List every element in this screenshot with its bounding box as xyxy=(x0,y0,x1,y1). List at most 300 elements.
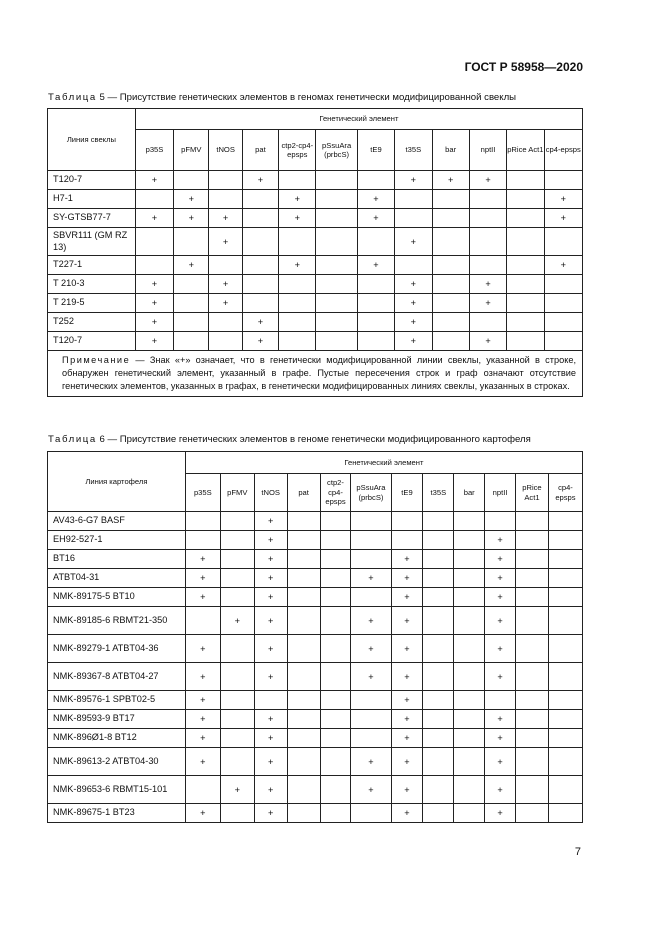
table6-caption-word: Таблица xyxy=(48,434,97,445)
presence-mark-cell xyxy=(351,512,391,531)
table-row xyxy=(48,748,583,776)
presence-mark-cell xyxy=(209,171,242,190)
presence-mark-cell xyxy=(423,569,454,588)
presence-mark-cell xyxy=(220,588,254,607)
presence-mark-cell: + xyxy=(395,171,432,190)
presence-mark-cell: + xyxy=(185,569,220,588)
presence-mark-cell xyxy=(548,607,582,635)
line-name-cell: SBVR111 (GM RZ 13) xyxy=(48,228,136,256)
presence-mark-cell xyxy=(423,531,454,550)
column-header: tE9 xyxy=(357,130,394,171)
column-header: tNOS xyxy=(209,130,242,171)
presence-mark-cell: + xyxy=(391,748,423,776)
presence-mark-cell xyxy=(507,332,544,351)
presence-mark-cell xyxy=(548,804,582,823)
presence-mark-cell: + xyxy=(391,729,423,748)
presence-mark-cell xyxy=(469,228,506,256)
note-label: Примечание xyxy=(62,355,131,365)
presence-mark-cell xyxy=(507,294,544,313)
presence-mark-cell xyxy=(454,691,485,710)
presence-mark-cell: + xyxy=(544,209,582,228)
presence-mark-cell xyxy=(279,275,316,294)
table6-caption xyxy=(48,434,531,445)
presence-mark-cell xyxy=(209,190,242,209)
presence-mark-cell xyxy=(209,313,242,332)
presence-mark-cell: + xyxy=(485,607,516,635)
presence-mark-cell: + xyxy=(174,190,209,209)
presence-mark-cell xyxy=(316,256,357,275)
table5-caption xyxy=(48,92,516,103)
presence-mark-cell xyxy=(357,228,394,256)
presence-mark-cell: + xyxy=(279,256,316,275)
presence-mark-cell: + xyxy=(351,635,391,663)
presence-mark-cell xyxy=(185,607,220,635)
presence-mark-cell xyxy=(316,294,357,313)
presence-mark-cell: + xyxy=(209,209,242,228)
presence-mark-cell xyxy=(242,256,278,275)
presence-mark-cell xyxy=(548,710,582,729)
presence-mark-cell: + xyxy=(391,691,423,710)
presence-mark-cell xyxy=(320,588,351,607)
presence-mark-cell xyxy=(395,190,432,209)
presence-mark-cell: + xyxy=(254,569,287,588)
presence-mark-cell xyxy=(316,190,357,209)
presence-mark-cell xyxy=(544,313,582,332)
column-header: ctp2-cp4-epsps xyxy=(279,130,316,171)
presence-mark-cell xyxy=(320,512,351,531)
presence-mark-cell: + xyxy=(391,569,423,588)
table-row xyxy=(48,804,583,823)
presence-mark-cell xyxy=(220,512,254,531)
presence-mark-cell: + xyxy=(469,294,506,313)
presence-mark-cell: + xyxy=(185,663,220,691)
presence-mark-cell xyxy=(548,512,582,531)
line-name-cell: NMK-89175-5 BT10 xyxy=(48,588,186,607)
presence-mark-cell: + xyxy=(254,804,287,823)
presence-mark-cell xyxy=(516,607,549,635)
presence-mark-cell xyxy=(454,569,485,588)
presence-mark-cell xyxy=(454,748,485,776)
presence-mark-cell xyxy=(287,691,320,710)
line-name-cell: NMK-89593-9 BT17 xyxy=(48,710,186,729)
table-row xyxy=(48,710,583,729)
column-header: bar xyxy=(454,474,485,512)
presence-mark-cell xyxy=(220,748,254,776)
presence-mark-cell xyxy=(432,256,469,275)
presence-mark-cell: + xyxy=(135,171,173,190)
presence-mark-cell: + xyxy=(485,729,516,748)
presence-mark-cell: + xyxy=(220,776,254,804)
presence-mark-cell: + xyxy=(485,710,516,729)
presence-mark-cell xyxy=(351,729,391,748)
table-row xyxy=(48,512,583,531)
presence-mark-cell: + xyxy=(351,569,391,588)
presence-mark-cell xyxy=(548,748,582,776)
presence-mark-cell xyxy=(174,313,209,332)
presence-mark-cell xyxy=(174,294,209,313)
presence-mark-cell xyxy=(135,228,173,256)
presence-mark-cell xyxy=(423,804,454,823)
presence-mark-cell xyxy=(423,550,454,569)
presence-mark-cell: + xyxy=(279,209,316,228)
presence-mark-cell: + xyxy=(209,275,242,294)
table-row xyxy=(48,569,583,588)
line-name-cell: NMK-89576-1 SPBT02-5 xyxy=(48,691,186,710)
presence-mark-cell xyxy=(516,512,549,531)
presence-mark-cell xyxy=(485,512,516,531)
presence-mark-cell: + xyxy=(135,332,173,351)
presence-mark-cell: + xyxy=(254,748,287,776)
column-header: pFMV xyxy=(174,130,209,171)
presence-mark-cell xyxy=(548,776,582,804)
presence-mark-cell: + xyxy=(135,313,173,332)
presence-mark-cell xyxy=(351,531,391,550)
presence-mark-cell: + xyxy=(220,607,254,635)
presence-mark-cell xyxy=(395,209,432,228)
presence-mark-cell xyxy=(185,512,220,531)
presence-mark-cell xyxy=(220,710,254,729)
presence-mark-cell: + xyxy=(469,275,506,294)
presence-mark-cell xyxy=(548,550,582,569)
presence-mark-cell: + xyxy=(351,663,391,691)
presence-mark-cell xyxy=(391,512,423,531)
presence-mark-cell xyxy=(454,550,485,569)
column-header: nptII xyxy=(469,130,506,171)
presence-mark-cell xyxy=(351,710,391,729)
presence-mark-cell xyxy=(220,804,254,823)
presence-mark-cell xyxy=(320,663,351,691)
presence-mark-cell xyxy=(135,256,173,275)
table-row xyxy=(48,663,583,691)
presence-mark-cell: + xyxy=(185,710,220,729)
presence-mark-cell xyxy=(516,748,549,776)
presence-mark-cell: + xyxy=(485,748,516,776)
presence-mark-cell: + xyxy=(395,275,432,294)
presence-mark-cell: + xyxy=(395,332,432,351)
presence-mark-cell xyxy=(423,691,454,710)
presence-mark-cell: + xyxy=(391,663,423,691)
presence-mark-cell: + xyxy=(544,256,582,275)
line-name-cell: NMK-89613-2 ATBT04-30 xyxy=(48,748,186,776)
table-row xyxy=(48,635,583,663)
presence-mark-cell xyxy=(454,588,485,607)
presence-mark-cell xyxy=(316,209,357,228)
presence-mark-cell xyxy=(423,729,454,748)
presence-mark-cell: + xyxy=(395,313,432,332)
presence-mark-cell xyxy=(135,190,173,209)
presence-mark-cell xyxy=(454,607,485,635)
presence-mark-cell xyxy=(320,729,351,748)
line-name-cell: T227-1 xyxy=(48,256,136,275)
table-row xyxy=(48,275,583,294)
presence-mark-cell xyxy=(454,729,485,748)
column-header: pat xyxy=(287,474,320,512)
table5-caption-text: 5 — Присутствие генетических элементов в геномах генетически модифицированной свеклы xyxy=(99,92,517,103)
presence-mark-cell xyxy=(209,332,242,351)
line-name-cell: T120-7 xyxy=(48,332,136,351)
line-name-cell: H7-1 xyxy=(48,190,136,209)
presence-mark-cell xyxy=(351,804,391,823)
line-name-cell: EH92-527-1 xyxy=(48,531,186,550)
note-text: — Знак «+» означает, что в генетически модифицированной линии свеклы, указанной в строке, обнаружен генетический элемент, указанный в графе. Пустые пересечения строк и граф означают отсутствие генетических элементов, указанных в графах, в генетически модифицированных линиях свеклы, указанных в строках. xyxy=(62,355,576,392)
presence-mark-cell xyxy=(287,776,320,804)
table5-beet-lines xyxy=(47,108,583,397)
presence-mark-cell xyxy=(220,635,254,663)
presence-mark-cell: + xyxy=(254,663,287,691)
presence-mark-cell xyxy=(174,228,209,256)
presence-mark-cell: + xyxy=(135,294,173,313)
table-row xyxy=(48,550,583,569)
presence-mark-cell xyxy=(423,748,454,776)
line-name-cell: NMK-89675-1 BT23 xyxy=(48,804,186,823)
table-row xyxy=(48,729,583,748)
presence-mark-cell xyxy=(279,294,316,313)
presence-mark-cell: + xyxy=(357,256,394,275)
presence-mark-cell xyxy=(287,550,320,569)
line-name-cell: T120-7 xyxy=(48,171,136,190)
presence-mark-cell: + xyxy=(391,776,423,804)
column-header: pRice Act1 xyxy=(516,474,549,512)
presence-mark-cell xyxy=(279,228,316,256)
presence-mark-cell xyxy=(254,691,287,710)
presence-mark-cell xyxy=(548,588,582,607)
presence-mark-cell: + xyxy=(185,729,220,748)
presence-mark-cell xyxy=(454,531,485,550)
table-row xyxy=(48,607,583,635)
presence-mark-cell xyxy=(423,607,454,635)
presence-mark-cell: + xyxy=(254,531,287,550)
presence-mark-cell: + xyxy=(395,228,432,256)
presence-mark-cell xyxy=(516,804,549,823)
column-header: pSsuAra (prbcS) xyxy=(351,474,391,512)
genetic-element-group-header: Генетический элемент xyxy=(135,109,582,130)
table-row xyxy=(48,294,583,313)
presence-mark-cell: + xyxy=(242,332,278,351)
line-column-header: Линия свеклы xyxy=(48,109,136,171)
line-name-cell: NMK-89653-6 RBMT15-101 xyxy=(48,776,186,804)
presence-mark-cell xyxy=(469,313,506,332)
column-header: tNOS xyxy=(254,474,287,512)
presence-mark-cell xyxy=(357,332,394,351)
presence-mark-cell: + xyxy=(485,663,516,691)
presence-mark-cell xyxy=(287,607,320,635)
presence-mark-cell: + xyxy=(432,171,469,190)
presence-mark-cell: + xyxy=(185,804,220,823)
presence-mark-cell xyxy=(516,588,549,607)
column-header: pSsuAra (prbcS) xyxy=(316,130,357,171)
table-row xyxy=(48,171,583,190)
presence-mark-cell: + xyxy=(254,512,287,531)
line-name-cell: T252 xyxy=(48,313,136,332)
presence-mark-cell: + xyxy=(485,588,516,607)
presence-mark-cell xyxy=(423,710,454,729)
table-row xyxy=(48,588,583,607)
presence-mark-cell: + xyxy=(209,228,242,256)
genetic-element-group-header: Генетический элемент xyxy=(185,452,582,474)
presence-mark-cell: + xyxy=(254,710,287,729)
presence-mark-cell: + xyxy=(485,804,516,823)
line-name-cell: SY-GTSB77-7 xyxy=(48,209,136,228)
presence-mark-cell: + xyxy=(185,748,220,776)
presence-mark-cell xyxy=(432,294,469,313)
column-header: nptII xyxy=(485,474,516,512)
presence-mark-cell xyxy=(469,190,506,209)
presence-mark-cell: + xyxy=(254,607,287,635)
presence-mark-cell xyxy=(287,663,320,691)
presence-mark-cell: + xyxy=(485,776,516,804)
column-header: pFMV xyxy=(220,474,254,512)
presence-mark-cell xyxy=(516,776,549,804)
presence-mark-cell xyxy=(516,691,549,710)
line-name-cell: T 210-3 xyxy=(48,275,136,294)
presence-mark-cell xyxy=(320,531,351,550)
presence-mark-cell xyxy=(287,512,320,531)
presence-mark-cell xyxy=(174,171,209,190)
presence-mark-cell xyxy=(423,635,454,663)
column-header: p35S xyxy=(135,130,173,171)
standard-code: ГОСТ Р 58958—2020 xyxy=(464,60,583,74)
line-name-cell: NMK-89279-1 ATBT04-36 xyxy=(48,635,186,663)
presence-mark-cell xyxy=(174,332,209,351)
presence-mark-cell xyxy=(507,190,544,209)
presence-mark-cell xyxy=(357,313,394,332)
presence-mark-cell xyxy=(507,228,544,256)
table5-caption-word: Таблица xyxy=(48,92,97,103)
presence-mark-cell xyxy=(544,171,582,190)
presence-mark-cell xyxy=(432,209,469,228)
presence-mark-cell xyxy=(516,710,549,729)
table-row xyxy=(48,332,583,351)
line-name-cell: BT16 xyxy=(48,550,186,569)
presence-mark-cell xyxy=(320,776,351,804)
presence-mark-cell xyxy=(242,228,278,256)
presence-mark-cell xyxy=(516,729,549,748)
presence-mark-cell xyxy=(432,190,469,209)
presence-mark-cell: + xyxy=(174,209,209,228)
presence-mark-cell xyxy=(320,569,351,588)
presence-mark-cell: + xyxy=(242,313,278,332)
line-name-cell: ATBT04-31 xyxy=(48,569,186,588)
page-number: 7 xyxy=(574,846,581,858)
presence-mark-cell xyxy=(220,550,254,569)
presence-mark-cell xyxy=(242,294,278,313)
table-row xyxy=(48,209,583,228)
presence-mark-cell: + xyxy=(485,635,516,663)
column-header: cp4-epsps xyxy=(544,130,582,171)
presence-mark-cell xyxy=(544,228,582,256)
presence-mark-cell: + xyxy=(391,588,423,607)
presence-mark-cell xyxy=(357,171,394,190)
column-header: bar xyxy=(432,130,469,171)
presence-mark-cell xyxy=(507,171,544,190)
presence-mark-cell xyxy=(351,550,391,569)
presence-mark-cell: + xyxy=(469,171,506,190)
presence-mark-cell: + xyxy=(185,588,220,607)
column-header: t35S xyxy=(395,130,432,171)
presence-mark-cell xyxy=(423,663,454,691)
presence-mark-cell: + xyxy=(485,569,516,588)
presence-mark-cell: + xyxy=(391,635,423,663)
presence-mark-cell xyxy=(544,294,582,313)
presence-mark-cell xyxy=(432,275,469,294)
presence-mark-cell xyxy=(220,729,254,748)
presence-mark-cell xyxy=(279,332,316,351)
presence-mark-cell: + xyxy=(357,209,394,228)
line-name-cell: T 219-5 xyxy=(48,294,136,313)
presence-mark-cell xyxy=(351,691,391,710)
presence-mark-cell xyxy=(516,569,549,588)
line-name-cell: AV43-6-G7 BASF xyxy=(48,512,186,531)
presence-mark-cell: + xyxy=(351,748,391,776)
presence-mark-cell: + xyxy=(135,275,173,294)
presence-mark-cell xyxy=(209,256,242,275)
presence-mark-cell: + xyxy=(254,550,287,569)
presence-mark-cell xyxy=(242,275,278,294)
table-row xyxy=(48,776,583,804)
presence-mark-cell: + xyxy=(469,332,506,351)
presence-mark-cell: + xyxy=(485,531,516,550)
presence-mark-cell xyxy=(357,294,394,313)
presence-mark-cell xyxy=(320,635,351,663)
presence-mark-cell: + xyxy=(254,776,287,804)
presence-mark-cell xyxy=(242,190,278,209)
presence-mark-cell xyxy=(454,804,485,823)
presence-mark-cell xyxy=(548,635,582,663)
column-header: cp4-epsps xyxy=(548,474,582,512)
line-name-cell: NMK-89185-6 RBMT21-350 xyxy=(48,607,186,635)
presence-mark-cell xyxy=(185,531,220,550)
presence-mark-cell: + xyxy=(357,190,394,209)
table-row xyxy=(48,313,583,332)
presence-mark-cell xyxy=(279,171,316,190)
presence-mark-cell: + xyxy=(254,729,287,748)
table-row xyxy=(48,691,583,710)
column-header: pRice Act1 xyxy=(507,130,544,171)
presence-mark-cell xyxy=(516,550,549,569)
table6-potato-lines xyxy=(47,451,583,823)
presence-mark-cell xyxy=(174,275,209,294)
presence-mark-cell xyxy=(320,607,351,635)
presence-mark-cell: + xyxy=(254,588,287,607)
presence-mark-cell: + xyxy=(185,550,220,569)
presence-mark-cell xyxy=(454,663,485,691)
presence-mark-cell xyxy=(242,209,278,228)
presence-mark-cell xyxy=(423,776,454,804)
presence-mark-cell xyxy=(316,275,357,294)
presence-mark-cell: + xyxy=(242,171,278,190)
presence-mark-cell: + xyxy=(279,190,316,209)
presence-mark-cell: + xyxy=(391,804,423,823)
presence-mark-cell xyxy=(507,209,544,228)
table-row xyxy=(48,190,583,209)
presence-mark-cell: + xyxy=(185,635,220,663)
presence-mark-cell: + xyxy=(391,550,423,569)
presence-mark-cell xyxy=(220,531,254,550)
presence-mark-cell: + xyxy=(395,294,432,313)
presence-mark-cell xyxy=(469,256,506,275)
column-header: tE9 xyxy=(391,474,423,512)
line-name-cell: NMK-89367-8 ATBT04-27 xyxy=(48,663,186,691)
presence-mark-cell: + xyxy=(544,190,582,209)
presence-mark-cell: + xyxy=(135,209,173,228)
column-header: ctp2-cp4-epsps xyxy=(320,474,351,512)
presence-mark-cell xyxy=(287,729,320,748)
column-header: p35S xyxy=(185,474,220,512)
presence-mark-cell xyxy=(454,635,485,663)
presence-mark-cell xyxy=(548,729,582,748)
presence-mark-cell xyxy=(287,569,320,588)
presence-mark-cell xyxy=(454,512,485,531)
